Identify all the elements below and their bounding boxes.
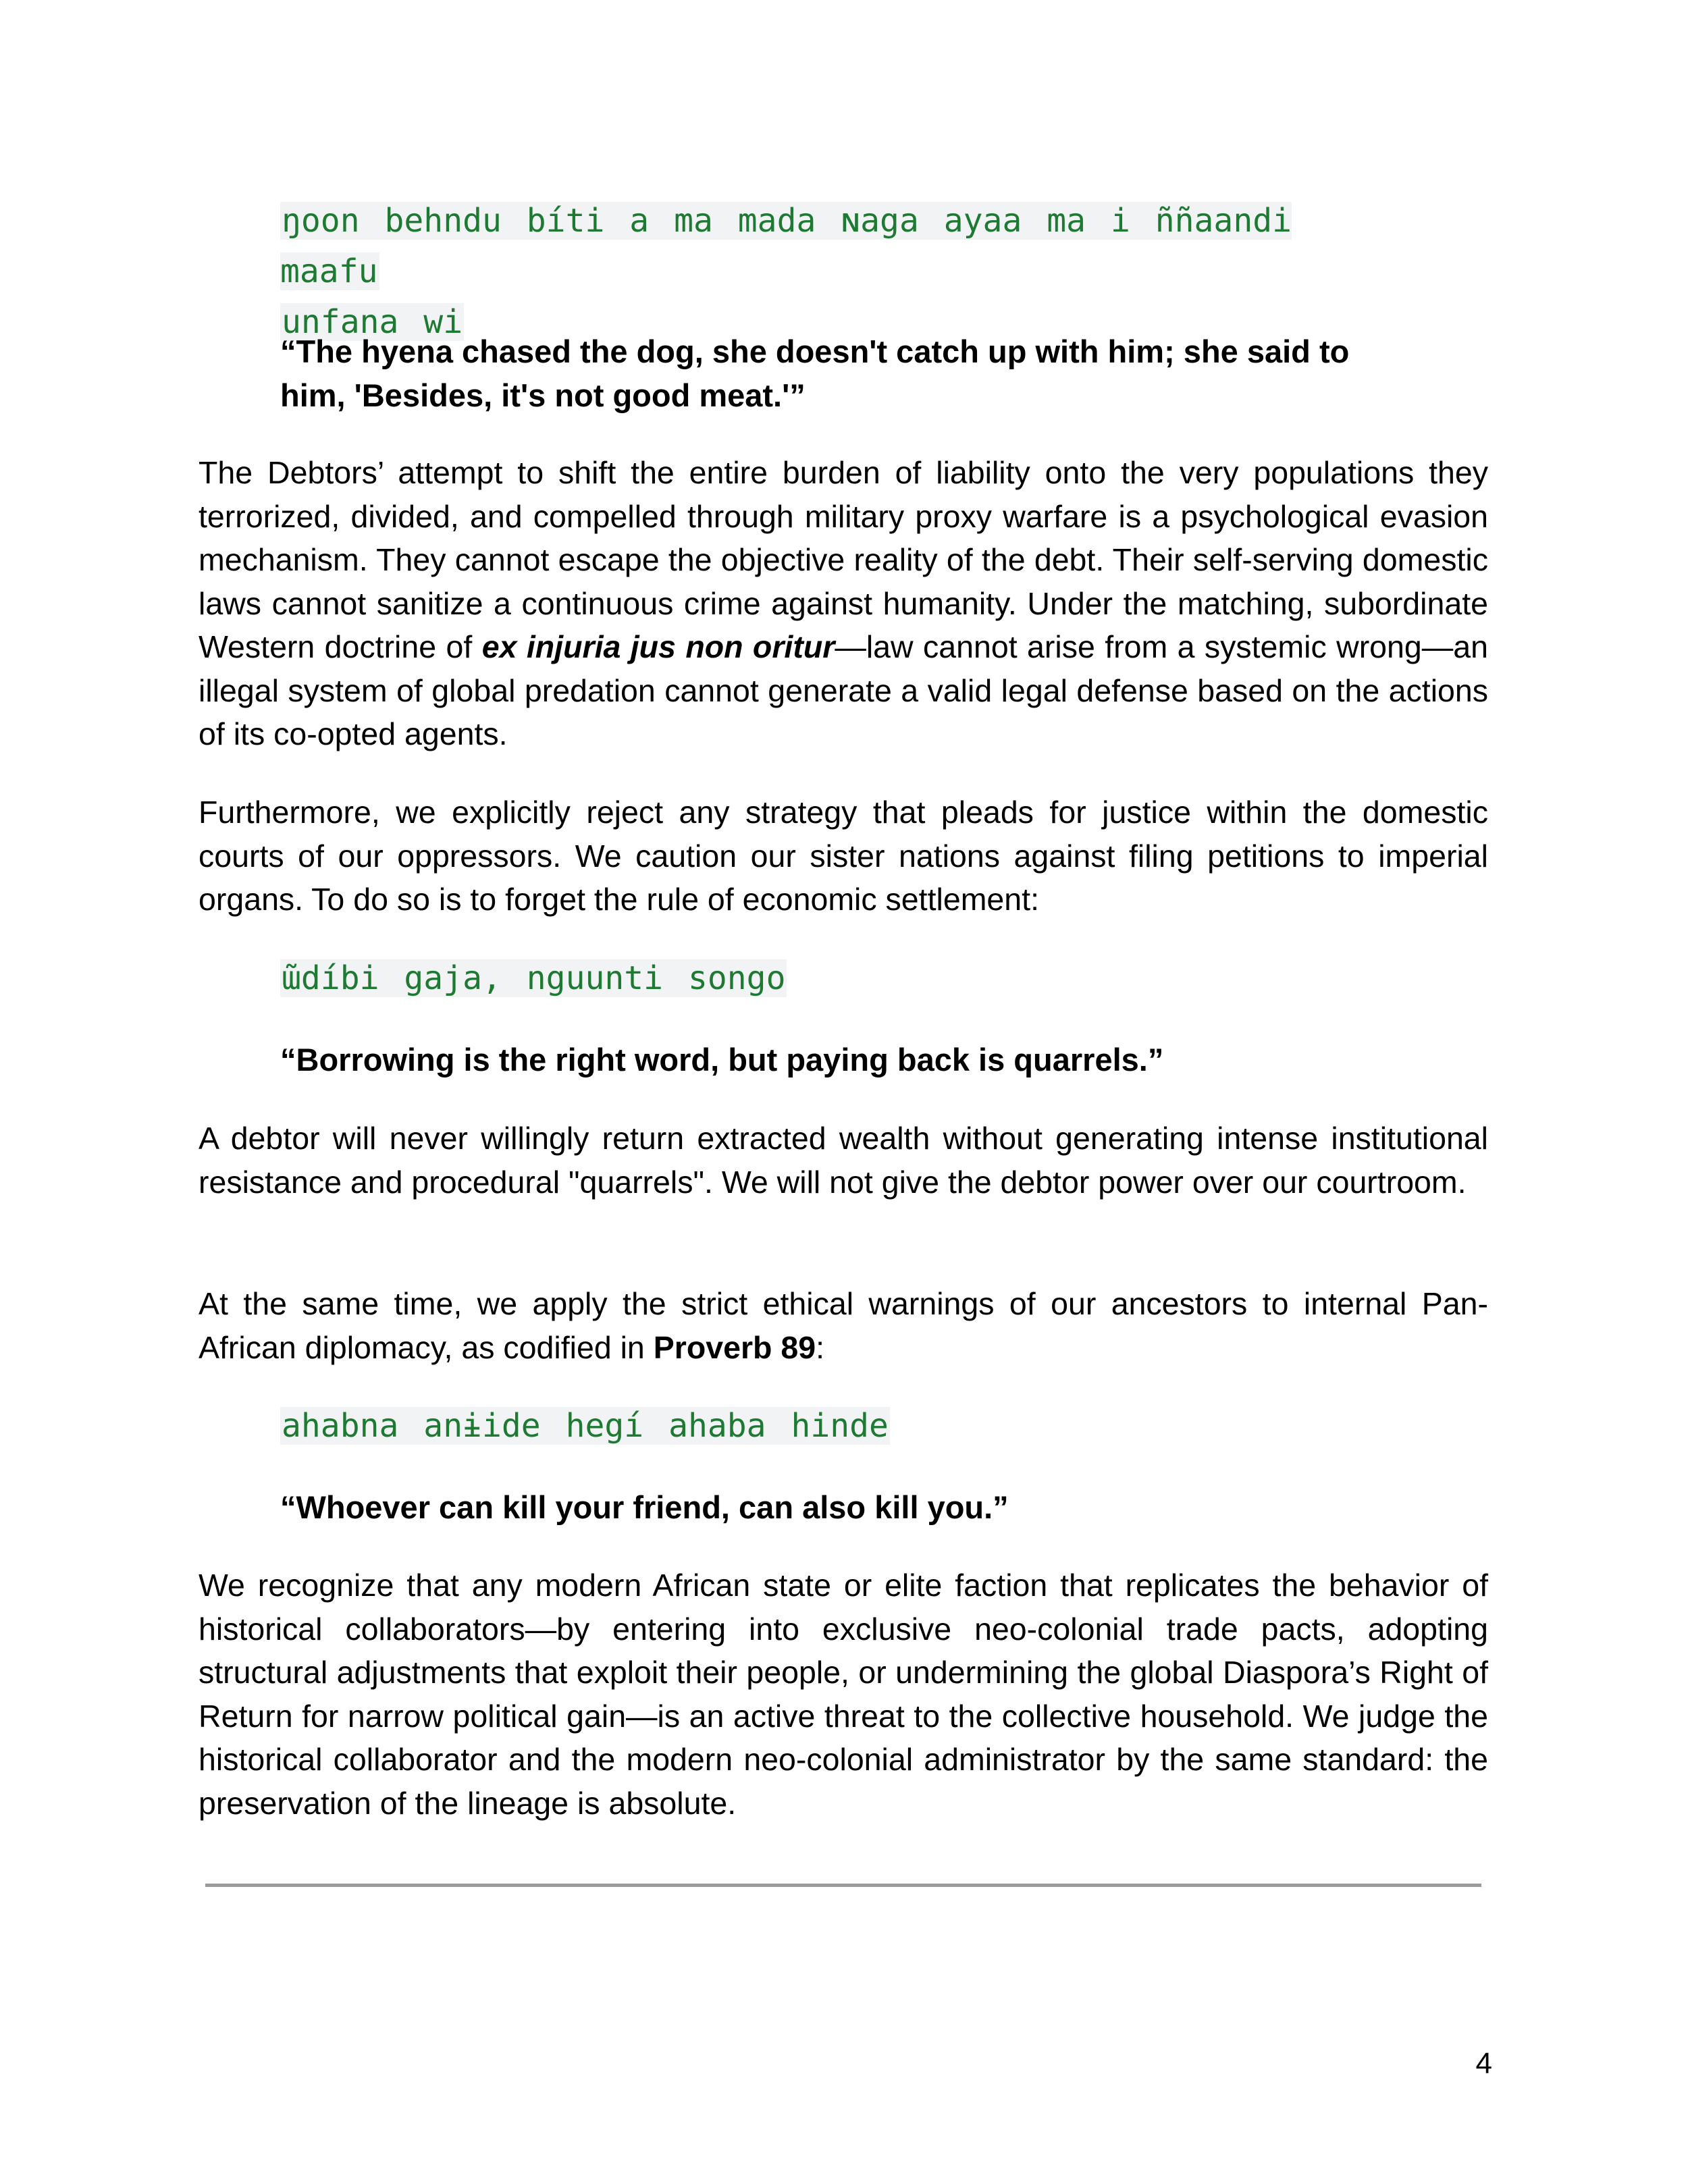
proverb-reference: Proverb 89: [653, 1329, 816, 1365]
proverb-1: [280, 196, 1415, 348]
paragraph-reject-domestic-courts: Furthermore, we explicitly reject any strategy that pleads for justice within the domestic courts of our oppressors. We caution our sister nations against filing petitions to imperial organs. To do so is to forget the rule of economic settlement:: [199, 795, 1488, 917]
proverb-1-line-1: ŋoon behndu bíti a ma mada ɴaga ayaa ma i ññaandi maafu: [280, 202, 1292, 290]
paragraph-ethical-warnings: At the same time, we apply the strict ethical warnings of our ancestors to internal Pan-African diplomacy, as codified in Proverb 89:: [199, 1286, 1488, 1365]
paragraph-collaborators: We recognize that any modern African state or elite faction that replicates the behavior of historical collaborators—by entering into exclusive neo-colonial trade pacts, adopting structural adjustments that exploit their people, or undermining the global Diaspora’s Right of Return for narrow political gain—is an active threat to the collective household. We judge the historical collaborator and the modern neo-colonial administrator by the same standard: the preservation of the lineage is absolute.: [199, 1568, 1488, 1821]
proverb-3: ahabna anɨide hegí ahaba hinde: [282, 1407, 889, 1445]
proverb-2: ɯ̃díbi gaja, nguunti songo: [282, 959, 786, 997]
proverb-1-line-2: unfana wi: [282, 303, 463, 341]
legal-doctrine-term: ex injuria jus non oritur: [481, 629, 835, 664]
section-divider: [205, 1884, 1481, 1887]
proverb-1-translation: “The hyena chased the dog, she doesn't catch up with him; she said to him, 'Besides, it's not good meat.'”: [280, 334, 1350, 413]
paragraph-debtor-quarrels: A debtor will never willingly return extracted wealth without generating intense institutional resistance and procedural "quarrels". We will not give the debtor power over our courtroom.: [199, 1121, 1488, 1200]
page-number: 4: [1475, 2047, 1492, 2080]
paragraph-debtors-liability: The Debtors’ attempt to shift the entire burden of liability onto the very populations they terrorized, divided, and compelled through military proxy warfare is a psychological evasion mechanism. They cannot escape the objective reality of the debt. Their self-serving domestic laws cannot sanitize a continuous crime against humanity. Under the matching, subordinate Western doctrine of ex injuria jus non oritur—law cannot arise from a systemic wrong—an illegal system of global predation cannot generate a valid legal defense based on the actions of its co-opted agents.: [199, 455, 1488, 751]
proverb-2-translation: “Borrowing is the right word, but paying back is quarrels.”: [280, 1042, 1164, 1077]
proverb-3-translation: “Whoever can kill your friend, can also kill you.”: [280, 1489, 1009, 1525]
